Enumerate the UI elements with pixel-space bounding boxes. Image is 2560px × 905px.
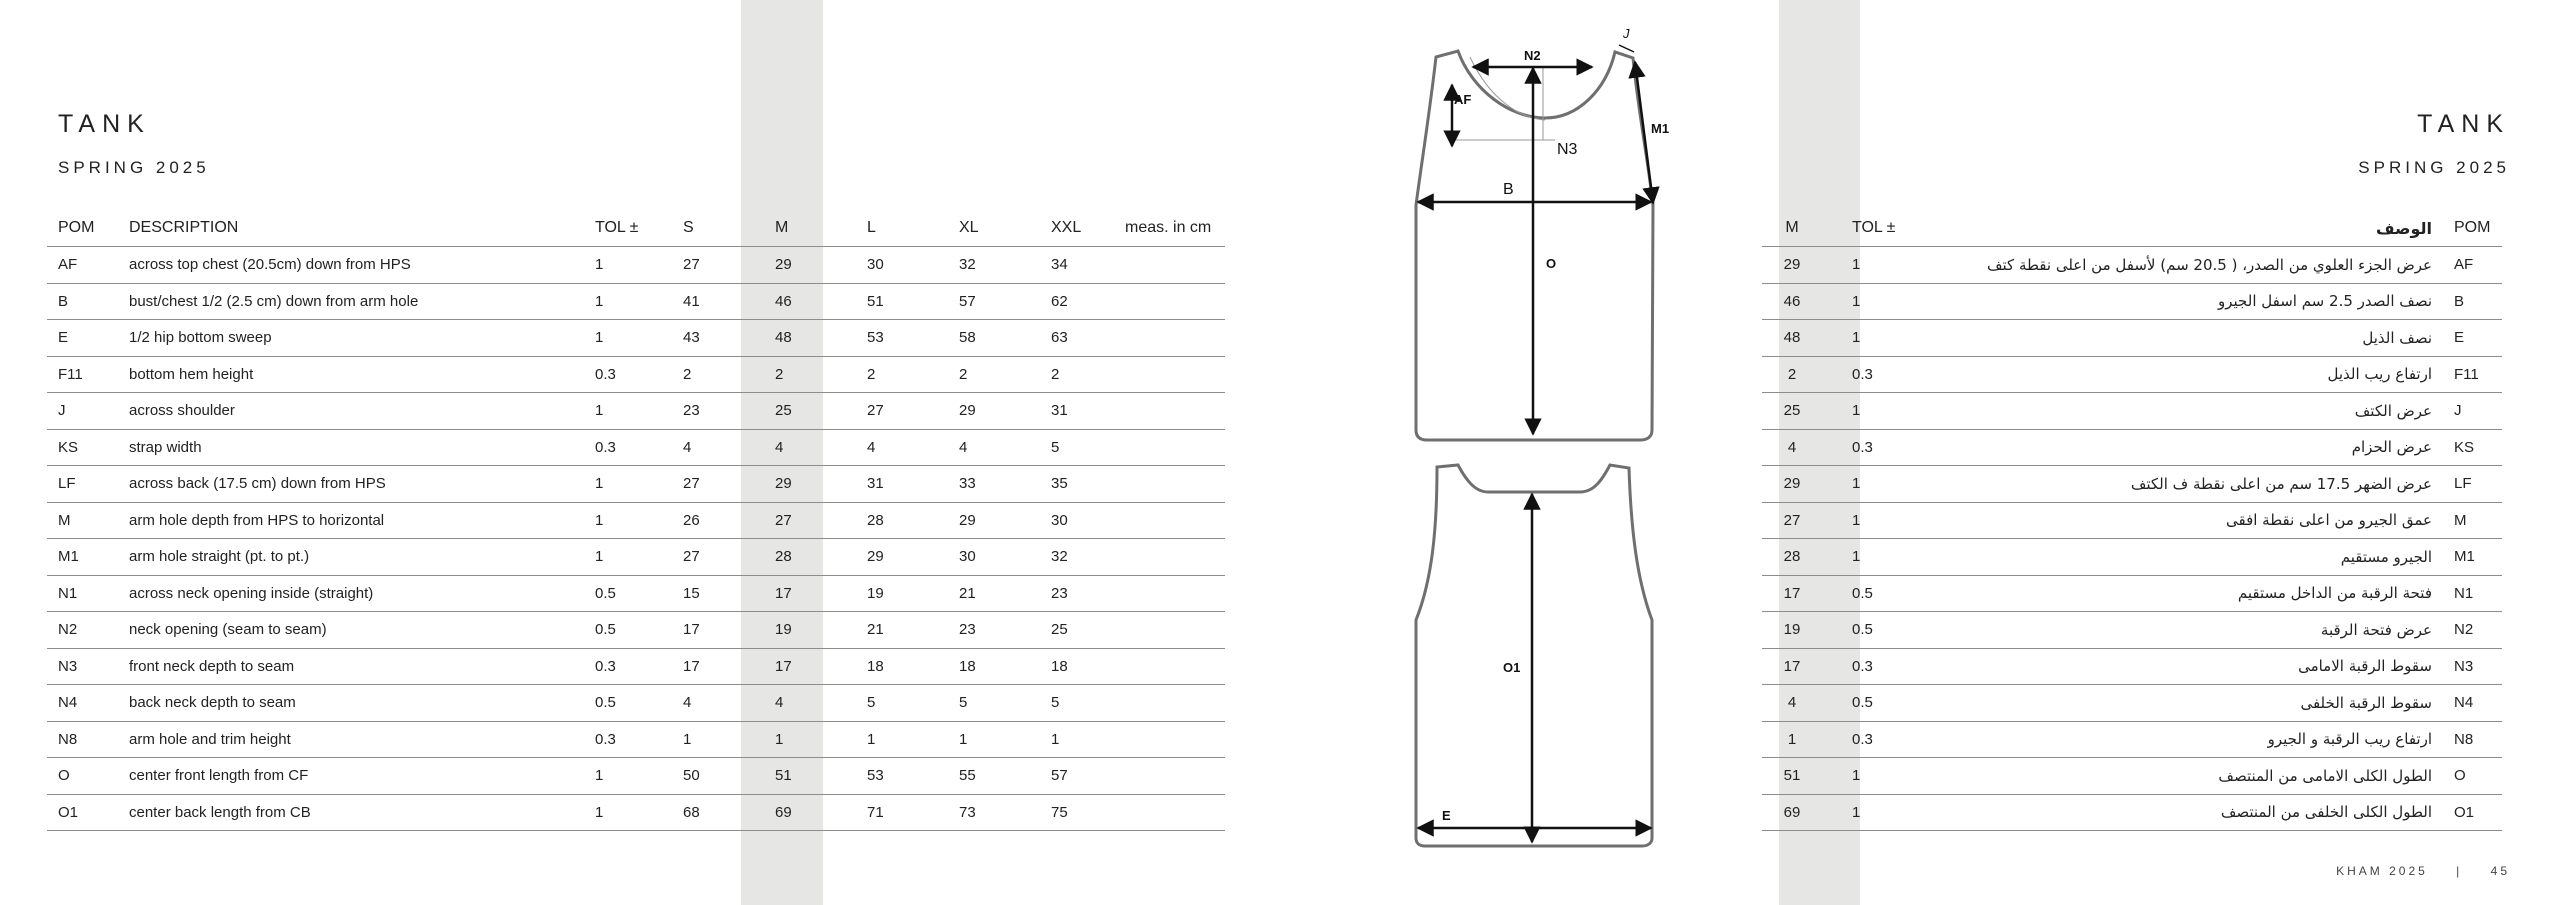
cell-tol: 1 [595, 247, 683, 284]
cell-xxl: 32 [1051, 539, 1125, 576]
cell-desc: across top chest (20.5cm) down from HPS [129, 247, 595, 284]
cell-xxl: 1 [1051, 721, 1125, 758]
cell-m: 29 [1762, 247, 1822, 284]
cell-pom: O [2442, 758, 2502, 795]
cell-m: 4 [1762, 685, 1822, 722]
page-footer [2336, 864, 2510, 878]
cell-pom: M [2442, 502, 2502, 539]
cell-m: 28 [775, 539, 867, 576]
cell-l: 1 [867, 721, 959, 758]
cell-desc: across shoulder [129, 393, 595, 430]
cell-xxl: 75 [1051, 794, 1125, 831]
cell-pom: O1 [47, 794, 129, 831]
cell-tol: 1 [1822, 393, 1922, 430]
cell-s: 26 [683, 502, 775, 539]
table-row [47, 356, 1225, 393]
right-table-header [1762, 210, 2502, 247]
cell-xl: 18 [959, 648, 1051, 685]
header-m: M [775, 219, 789, 236]
table-row [1762, 283, 2502, 320]
cell-desc: نصف الصدر 2.5 سم اسفل الجيرو [1922, 283, 2442, 320]
cell-desc: front neck depth to seam [129, 648, 595, 685]
cell-desc: سقوط الرقبة الخلفى [1922, 685, 2442, 722]
cell-tol: 0.5 [1822, 685, 1922, 722]
cell-spacer [1125, 794, 1225, 831]
cell-xl: 58 [959, 320, 1051, 357]
cell-xl: 33 [959, 466, 1051, 503]
cell-pom: J [47, 393, 129, 430]
table-row [1762, 721, 2502, 758]
table-row [1762, 758, 2502, 795]
cell-l: 30 [867, 247, 959, 284]
cell-desc: center back length from CB [129, 794, 595, 831]
cell-xxl: 2 [1051, 356, 1125, 393]
cell-m: 19 [1762, 612, 1822, 649]
cell-xl: 23 [959, 612, 1051, 649]
cell-tol: 1 [595, 393, 683, 430]
cell-tol: 1 [595, 539, 683, 576]
label-e: E [1442, 808, 1451, 823]
cell-l: 71 [867, 794, 959, 831]
cell-spacer [1125, 758, 1225, 795]
label-m1: M1 [1651, 121, 1670, 136]
cell-spacer [1125, 466, 1225, 503]
table-row [47, 320, 1225, 357]
header-description-right: الوصف [2375, 218, 2432, 238]
cell-desc: bottom hem height [129, 356, 595, 393]
cell-pom: B [2442, 283, 2502, 320]
cell-xxl: 35 [1051, 466, 1125, 503]
table-row [1762, 247, 2502, 284]
cell-l: 28 [867, 502, 959, 539]
cell-pom: E [47, 320, 129, 357]
table-row [1762, 356, 2502, 393]
header-unit: meas. in cm [1125, 219, 1212, 236]
cell-m: 19 [775, 612, 867, 649]
cell-tol: 0.5 [595, 612, 683, 649]
cell-pom: N8 [2442, 721, 2502, 758]
cell-l: 2 [867, 356, 959, 393]
cell-m: 17 [1762, 575, 1822, 612]
cell-desc: back neck depth to seam [129, 685, 595, 722]
cell-tol: 1 [1822, 502, 1922, 539]
cell-tol: 1 [595, 502, 683, 539]
table-row [1762, 393, 2502, 430]
cell-pom: J [2442, 393, 2502, 430]
table-row [1762, 466, 2502, 503]
cell-spacer [1125, 575, 1225, 612]
cell-m: 1 [1762, 721, 1822, 758]
cell-xxl: 30 [1051, 502, 1125, 539]
cell-s: 1 [683, 721, 775, 758]
cell-xxl: 62 [1051, 283, 1125, 320]
table-row [1762, 612, 2502, 649]
table-row [1762, 794, 2502, 831]
header-description: DESCRIPTION [129, 219, 239, 236]
cell-l: 4 [867, 429, 959, 466]
header-pom: POM [58, 219, 95, 236]
cell-s: 23 [683, 393, 775, 430]
table-row [47, 429, 1225, 466]
cell-desc: عرض الجزء العلوي من الصدر، ( 20.5 سم) لأسفل من اعلى نقطة كتف [1922, 247, 2442, 284]
label-o1: O1 [1503, 660, 1521, 675]
cell-pom: N2 [2442, 612, 2502, 649]
cell-xxl: 5 [1051, 685, 1125, 722]
cell-xl: 21 [959, 575, 1051, 612]
back-tank-outline [1416, 465, 1652, 846]
cell-m: 69 [775, 794, 867, 831]
cell-tol: 1 [595, 794, 683, 831]
header-l: L [867, 219, 876, 236]
cell-m: 27 [1762, 502, 1822, 539]
cell-m: 17 [775, 648, 867, 685]
label-n2: N2 [1524, 48, 1541, 63]
cell-l: 5 [867, 685, 959, 722]
table-row [47, 721, 1225, 758]
cell-spacer [1125, 429, 1225, 466]
label-b: B [1503, 181, 1514, 198]
cell-desc: neck opening (seam to seam) [129, 612, 595, 649]
cell-s: 50 [683, 758, 775, 795]
cell-s: 4 [683, 685, 775, 722]
cell-m: 51 [775, 758, 867, 795]
cell-l: 18 [867, 648, 959, 685]
cell-pom: B [47, 283, 129, 320]
cell-spacer [1125, 721, 1225, 758]
cell-xl: 4 [959, 429, 1051, 466]
cell-spacer [1125, 648, 1225, 685]
table-row [47, 539, 1225, 576]
cell-m: 4 [1762, 429, 1822, 466]
cell-pom: F11 [2442, 356, 2502, 393]
cell-m: 27 [775, 502, 867, 539]
tank-diagram [1400, 0, 1670, 905]
cell-tol: 1 [595, 758, 683, 795]
cell-s: 27 [683, 466, 775, 503]
table-row [1762, 575, 2502, 612]
label-n3: N3 [1557, 141, 1578, 158]
cell-desc: across back (17.5 cm) down from HPS [129, 466, 595, 503]
header-s: S [683, 219, 694, 236]
table-row [47, 247, 1225, 284]
cell-pom: N4 [47, 685, 129, 722]
cell-s: 68 [683, 794, 775, 831]
cell-xxl: 63 [1051, 320, 1125, 357]
table-row [47, 575, 1225, 612]
cell-pom: N1 [2442, 575, 2502, 612]
cell-tol: 1 [595, 320, 683, 357]
table-row [47, 283, 1225, 320]
label-af: AF [1454, 92, 1472, 107]
cell-tol: 0.3 [595, 356, 683, 393]
cell-pom: N4 [2442, 685, 2502, 722]
cell-spacer [1125, 320, 1225, 357]
cell-pom: N8 [47, 721, 129, 758]
footer-separator: | [2456, 864, 2463, 878]
cell-tol: 1 [1822, 794, 1922, 831]
label-o: O [1546, 256, 1557, 271]
cell-tol: 0.3 [1822, 356, 1922, 393]
cell-l: 19 [867, 575, 959, 612]
cell-desc: فتحة الرقبة من الداخل مستقيم [1922, 575, 2442, 612]
table-row [47, 612, 1225, 649]
cell-m: 48 [1762, 320, 1822, 357]
cell-spacer [1125, 502, 1225, 539]
table-row [1762, 429, 2502, 466]
cell-xxl: 57 [1051, 758, 1125, 795]
cell-xxl: 25 [1051, 612, 1125, 649]
cell-pom: O [47, 758, 129, 795]
cell-m: 2 [775, 356, 867, 393]
cell-desc: bust/chest 1/2 (2.5 cm) down from arm hole [129, 283, 595, 320]
cell-desc: strap width [129, 429, 595, 466]
cell-tol: 0.5 [1822, 575, 1922, 612]
cell-s: 15 [683, 575, 775, 612]
cell-pom: E [2442, 320, 2502, 357]
cell-m: 51 [1762, 758, 1822, 795]
cell-tol: 1 [1822, 758, 1922, 795]
cell-desc: عرض الضهر 17.5 سم من اعلى نقطة ف الكتف [1922, 466, 2442, 503]
cell-pom: M1 [2442, 539, 2502, 576]
cell-m: 25 [1762, 393, 1822, 430]
cell-xl: 55 [959, 758, 1051, 795]
cell-spacer [1125, 612, 1225, 649]
cell-desc: الطول الكلى الامامى من المنتصف [1922, 758, 2442, 795]
cell-spacer [1125, 685, 1225, 722]
cell-l: 31 [867, 466, 959, 503]
cell-tol: 0.3 [595, 429, 683, 466]
cell-tol: 1 [595, 283, 683, 320]
cell-pom: LF [2442, 466, 2502, 503]
table-row [47, 466, 1225, 503]
cell-pom: O1 [2442, 794, 2502, 831]
cell-desc: center front length from CF [129, 758, 595, 795]
cell-tol: 0.3 [595, 721, 683, 758]
cell-tol: 1 [1822, 283, 1922, 320]
cell-xxl: 23 [1051, 575, 1125, 612]
cell-m: 4 [775, 685, 867, 722]
table-row [1762, 320, 2502, 357]
table-row [47, 758, 1225, 795]
cell-tol: 1 [1822, 466, 1922, 503]
right-spec-table [1762, 210, 2502, 831]
cell-xl: 1 [959, 721, 1051, 758]
table-row [47, 393, 1225, 430]
cell-xl: 29 [959, 393, 1051, 430]
cell-pom: M [47, 502, 129, 539]
cell-m: 29 [775, 247, 867, 284]
cell-pom: N1 [47, 575, 129, 612]
cell-spacer [1125, 247, 1225, 284]
cell-desc: across neck opening inside (straight) [129, 575, 595, 612]
table-row [1762, 685, 2502, 722]
cell-desc: 1/2 hip bottom sweep [129, 320, 595, 357]
cell-m: 28 [1762, 539, 1822, 576]
cell-pom: KS [47, 429, 129, 466]
cell-desc: الطول الكلى الخلفى من المنتصف [1922, 794, 2442, 831]
header-pom-right: POM [2454, 219, 2491, 236]
cell-m: 46 [1762, 283, 1822, 320]
cell-pom: F11 [47, 356, 129, 393]
cell-xl: 5 [959, 685, 1051, 722]
cell-pom: N2 [47, 612, 129, 649]
cell-tol: 1 [1822, 247, 1922, 284]
right-subtitle: SPRING 2025 [2358, 158, 2510, 177]
cell-l: 53 [867, 320, 959, 357]
cell-xxl: 34 [1051, 247, 1125, 284]
left-table-header [47, 210, 1225, 247]
cell-spacer [1125, 283, 1225, 320]
cell-xl: 57 [959, 283, 1051, 320]
cell-xl: 32 [959, 247, 1051, 284]
header-tol: TOL ± [595, 219, 639, 236]
cell-xxl: 31 [1051, 393, 1125, 430]
cell-s: 4 [683, 429, 775, 466]
cell-desc: arm hole and trim height [129, 721, 595, 758]
cell-xl: 29 [959, 502, 1051, 539]
table-row [47, 502, 1225, 539]
cell-pom: N3 [47, 648, 129, 685]
cell-m: 29 [1762, 466, 1822, 503]
cell-s: 17 [683, 612, 775, 649]
cell-m: 46 [775, 283, 867, 320]
cell-desc: ارتفاع ريب الرقبة و الجيرو [1922, 721, 2442, 758]
cell-tol: 0.3 [1822, 429, 1922, 466]
cell-desc: عرض فتحة الرقبة [1922, 612, 2442, 649]
cell-s: 2 [683, 356, 775, 393]
cell-desc: عرض الحزام [1922, 429, 2442, 466]
table-row [47, 648, 1225, 685]
cell-pom: AF [47, 247, 129, 284]
cell-xl: 73 [959, 794, 1051, 831]
cell-tol: 0.3 [1822, 721, 1922, 758]
right-title: TANK [2417, 110, 2510, 138]
cell-m: 4 [775, 429, 867, 466]
cell-tol: 0.3 [1822, 648, 1922, 685]
cell-desc: سقوط الرقبة الامامى [1922, 648, 2442, 685]
cell-l: 21 [867, 612, 959, 649]
cell-m: 25 [775, 393, 867, 430]
table-row [1762, 648, 2502, 685]
footer-brand: KHAM 2025 [2336, 864, 2428, 878]
cell-m: 17 [775, 575, 867, 612]
cell-desc: ارتفاع ريب الذيل [1922, 356, 2442, 393]
table-row [47, 794, 1225, 831]
table-row [1762, 539, 2502, 576]
cell-pom: LF [47, 466, 129, 503]
cell-m: 17 [1762, 648, 1822, 685]
header-tol-right: TOL ± [1852, 219, 1896, 236]
cell-l: 51 [867, 283, 959, 320]
table-row [1762, 502, 2502, 539]
cell-tol: 0.5 [1822, 612, 1922, 649]
cell-m: 29 [775, 466, 867, 503]
table-row [47, 685, 1225, 722]
cell-tol: 1 [595, 466, 683, 503]
cell-s: 27 [683, 247, 775, 284]
cell-m: 69 [1762, 794, 1822, 831]
cell-pom: AF [2442, 247, 2502, 284]
cell-spacer [1125, 356, 1225, 393]
cell-tol: 1 [1822, 320, 1922, 357]
header-xl: XL [959, 219, 979, 236]
left-spec-table [47, 210, 1225, 831]
cell-desc: arm hole depth from HPS to horizontal [129, 502, 595, 539]
left-subtitle: SPRING 2025 [58, 158, 210, 177]
cell-pom: KS [2442, 429, 2502, 466]
header-m-right: M [1785, 219, 1799, 236]
cell-desc: arm hole straight (pt. to pt.) [129, 539, 595, 576]
cell-spacer [1125, 539, 1225, 576]
cell-xl: 2 [959, 356, 1051, 393]
cell-desc: عرض الكتف [1922, 393, 2442, 430]
cell-l: 53 [867, 758, 959, 795]
cell-desc: نصف الذيل [1922, 320, 2442, 357]
j-tick [1619, 45, 1634, 52]
cell-l: 29 [867, 539, 959, 576]
cell-m: 48 [775, 320, 867, 357]
cell-xxl: 18 [1051, 648, 1125, 685]
cell-xxl: 5 [1051, 429, 1125, 466]
cell-tol: 1 [1822, 539, 1922, 576]
cell-desc: الجيرو مستقيم [1922, 539, 2442, 576]
cell-m: 1 [775, 721, 867, 758]
cell-tol: 0.5 [595, 685, 683, 722]
header-xxl: XXL [1051, 219, 1082, 236]
page-number: 45 [2490, 864, 2510, 878]
cell-spacer [1125, 393, 1225, 430]
cell-m: 2 [1762, 356, 1822, 393]
cell-desc: عمق الجيرو من اعلى نقطة افقى [1922, 502, 2442, 539]
cell-l: 27 [867, 393, 959, 430]
cell-xl: 30 [959, 539, 1051, 576]
cell-s: 43 [683, 320, 775, 357]
cell-tol: 0.3 [595, 648, 683, 685]
left-title: TANK [58, 110, 151, 138]
cell-s: 17 [683, 648, 775, 685]
cell-s: 41 [683, 283, 775, 320]
cell-pom: M1 [47, 539, 129, 576]
cell-s: 27 [683, 539, 775, 576]
label-j: J [1623, 26, 1630, 41]
cell-tol: 0.5 [595, 575, 683, 612]
cell-pom: N3 [2442, 648, 2502, 685]
